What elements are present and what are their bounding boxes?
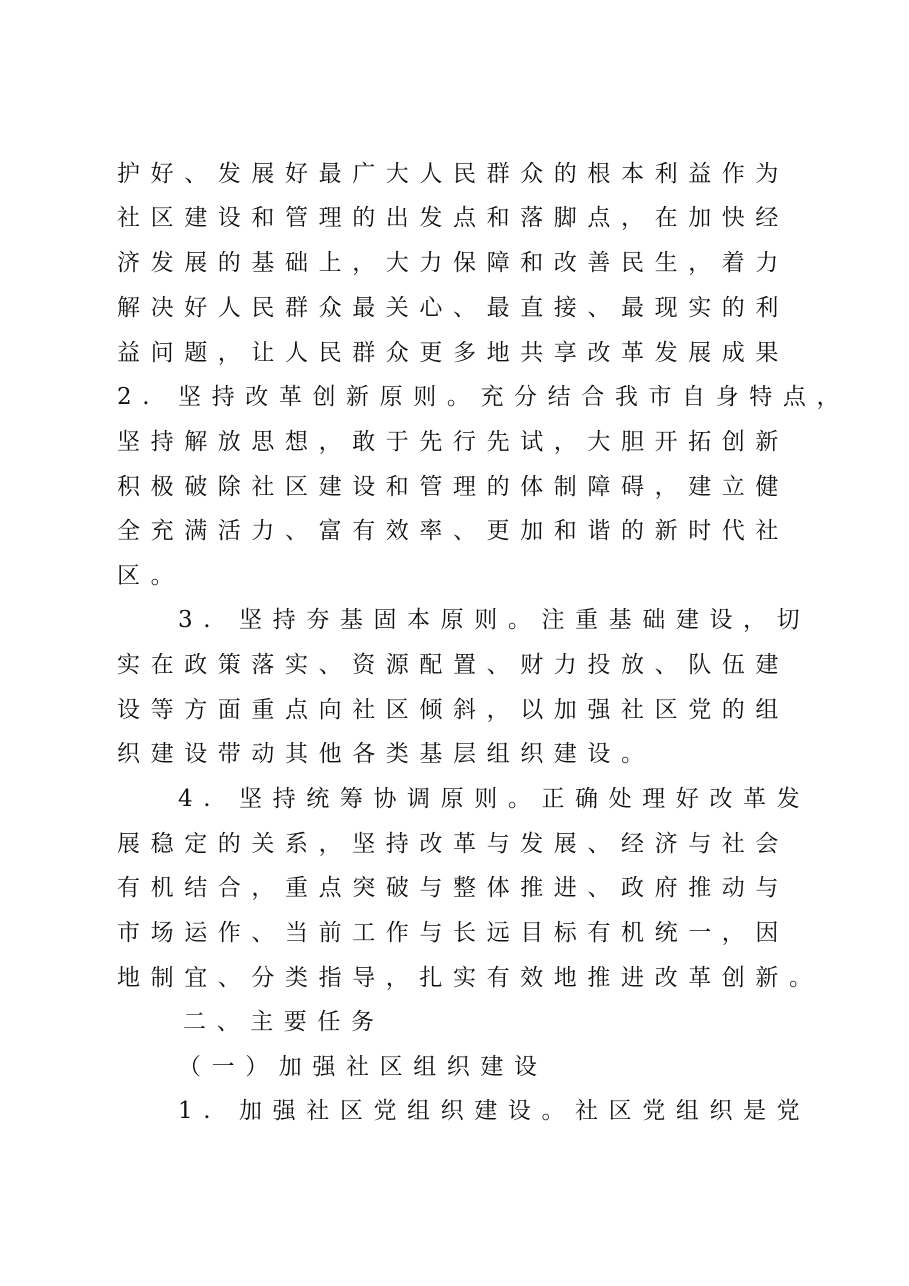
text-line: 织建设带动其他各类基层组织建设。 bbox=[117, 741, 655, 767]
text-line: 积极破除社区建设和管理的体制障碍，建立健 bbox=[117, 474, 789, 500]
text-line: 区。 bbox=[117, 563, 185, 589]
text-line: 全充满活力、富有效率、更加和谐的新时代社 bbox=[117, 518, 789, 544]
paragraph-start-line: 4. 坚持统筹协调原则。正确处理好改革发 bbox=[178, 786, 811, 812]
text-line: 护好、发展好最广大人民群众的根本利益作为 bbox=[117, 161, 789, 187]
text-line: 坚持解放思想，敢于先行先试，大胆开拓创新 bbox=[117, 429, 789, 455]
text-line: 有机结合，重点突破与整体推进、政府推动与 bbox=[117, 875, 789, 901]
text-line: 地制宜、分类指导，扎实有效地推进改革创新。 bbox=[117, 965, 823, 991]
text-line: 实在政策落实、资源配置、财力投放、队伍建 bbox=[117, 652, 789, 678]
text-line: 2. 坚持改革创新原则。充分结合我市自身特点， bbox=[117, 384, 851, 410]
text-line: 设等方面重点向社区倾斜，以加强社区党的组 bbox=[117, 697, 789, 723]
text-line: 市场运作、当前工作与长远目标有机统一，因 bbox=[117, 920, 789, 946]
text-line: 益问题，让人民群众更多地共享改革发展成果 bbox=[117, 340, 789, 366]
text-line: 展稳定的关系，坚持改革与发展、经济与社会 bbox=[117, 831, 789, 857]
text-line: 济发展的基础上，大力保障和改善民生，着力 bbox=[117, 250, 789, 276]
text-line: 解决好人民群众最关心、最直接、最现实的利 bbox=[117, 295, 789, 321]
text-line: 社区建设和管理的出发点和落脚点，在加快经 bbox=[117, 205, 789, 231]
paragraph-start-line: 1. 加强社区党组织建设。社区党组织是党 bbox=[178, 1098, 811, 1124]
paragraph-start-line: 3. 坚持夯基固本原则。注重基础建设，切 bbox=[178, 607, 811, 633]
subsection-heading: （一）加强社区组织建设 bbox=[178, 1054, 548, 1080]
section-heading: 二、主要任务 bbox=[183, 1009, 385, 1035]
